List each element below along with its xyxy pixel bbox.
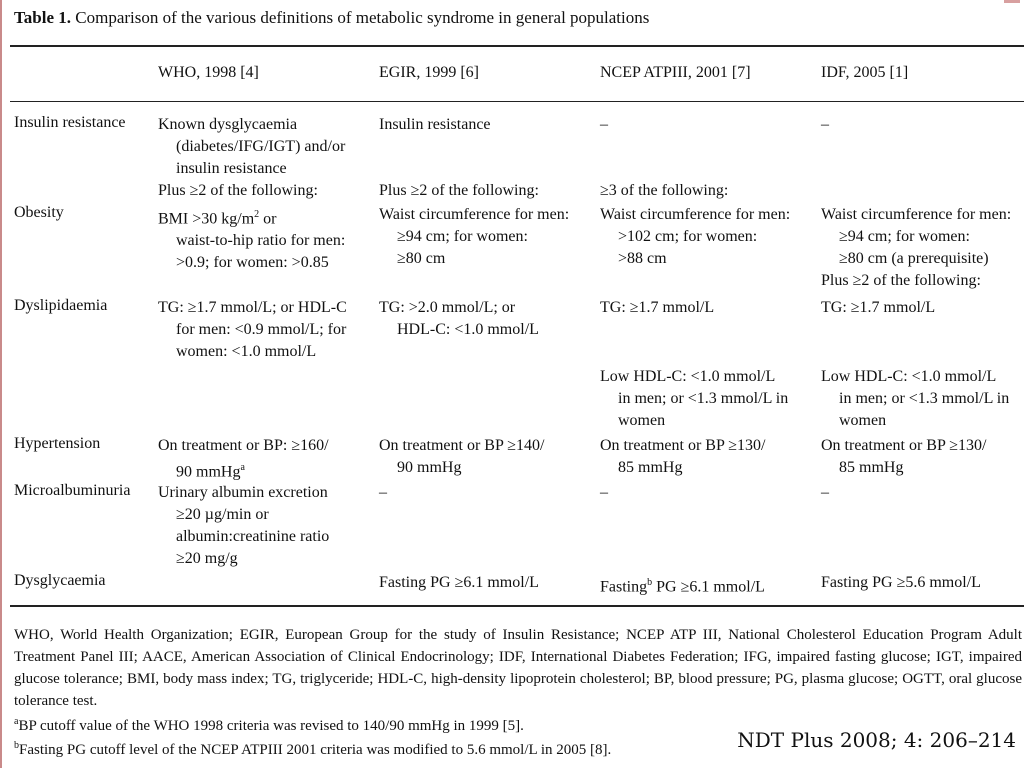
cell-idf-microalbuminuria: – [821,484,829,501]
table-caption [14,8,649,28]
row-label-dysglycaemia: Dysglycaemia [14,572,106,589]
table-caption-label: Table 1. [14,8,72,27]
cell-ncep-low-hdl: Low HDL-C: <1.0 mmol/L in men; or <1.3 mmol/L in women [600,368,789,429]
cell-ncep-dysglycaemia: Fasting$^b$ PG ≥6.1 mmol/L [600,577,765,596]
cell-who-hypertension: On treatment or BP: ≥160/ 90 mmHg$^a$ [158,437,329,481]
col-header-who: WHO, 1998 [4] [158,64,259,81]
cell-idf-hypertension: On treatment or BP ≥130/ 85 mmHg [821,437,987,476]
row-label-insulin: Insulin resistance [14,114,126,131]
cell-egir-microalbuminuria: – [379,484,387,501]
table-top-rule [10,45,1024,47]
cell-ncep-insulin: – ≥3 of the following: [600,116,729,199]
footnote-abbreviations: WHO, World Health Organization; EGIR, European Group for the study of Insulin Resistance; NCEP ATP III, National Cholesterol Education Program Adult Treatment Panel III; AACE, American Association of Clinical Endocrinology; IDF, International Diabetes Federation; IFG, impaired fasting glucose; IGT, impaired glucose tolerance; BMI, body mass index; TG, triglyceride; HDL-C, high-density lipoprotein cholesterol; BP, blood pressure; PG, plasma glucose; OGTT, oral glucose tolerance test. [14,627,1022,709]
cell-ncep-dyslipidaemia: TG: ≥1.7 mmol/L [600,299,715,316]
cell-idf-dysglycaemia: Fasting PG ≥5.6 mmol/L [821,574,981,591]
col-header-egir: EGIR, 1999 [6] [379,64,479,81]
cell-ncep-obesity: Waist circumference for men: >102 cm; for women: >88 cm [600,206,791,267]
cell-idf-obesity: Waist circumference for men: ≥94 cm; for women: ≥80 cm (a prerequisite) Plus ≥2 of the following: [821,206,1012,289]
page-left-border [0,0,2,768]
source-citation: NDT Plus 2008; 4: 206–214 [737,728,1016,752]
cell-egir-insulin: Insulin resistance Plus ≥2 of the following: [379,116,539,199]
cell-egir-hypertension: On treatment or BP ≥140/ 90 mmHg [379,437,545,476]
footnote-a: $^a$BP cutoff value of the WHO 1998 criteria was revised to 140/90 mmHg in 1999 [5]. [14,716,524,734]
cell-ncep-microalbuminuria: – [600,484,608,501]
cell-who-insulin: Known dysglycaemia (diabetes/IFG/IGT) and/or insulin resistance Plus ≥2 of the following: [158,116,346,199]
cell-egir-dysglycaemia: Fasting PG ≥6.1 mmol/L [379,574,539,591]
cell-idf-low-hdl: Low HDL-C: <1.0 mmol/L in men; or <1.3 mmol/L in women [821,368,1010,429]
cell-who-obesity: BMI >30 $kg/m^2$ or waist-to-hip ratio for men: >0.9; for women: >0.85 [158,209,346,272]
footnote-b: $^b$Fasting PG cutoff level of the NCEP ATPIII 2001 criteria was modified to 5.6 mmol/L in 2005 [8]. [14,740,612,758]
table-bottom-rule [10,605,1024,607]
cell-egir-dyslipidaemia: TG: >2.0 mmol/L; or HDL-C: <1.0 mmol/L [379,299,539,338]
cell-ncep-hypertension: On treatment or BP ≥130/ 85 mmHg [600,437,766,476]
cell-egir-obesity: Waist circumference for men: ≥94 cm; for women: ≥80 cm [379,206,570,267]
row-label-microalbuminuria: Microalbuminuria [14,482,131,499]
row-label-hypertension: Hypertension [14,435,101,452]
cell-idf-dyslipidaemia: TG: ≥1.7 mmol/L [821,299,936,316]
row-label-dyslipidaemia: Dyslipidaemia [14,297,108,314]
corner-mark [1004,0,1020,3]
cell-who-dyslipidaemia: TG: ≥1.7 mmol/L; or HDL-C for men: <0.9 mmol/L; for women: <1.0 mmol/L [158,299,347,360]
col-header-idf: IDF, 2005 [1] [821,64,909,81]
cell-idf-insulin: – [821,116,829,133]
table-caption-text: Comparison of the various definitions of metabolic syndrome in general populations [75,8,650,27]
cell-who-microalbuminuria: Urinary albumin excretion ≥20 µg/min or albumin:creatinine ratio ≥20 mg/g [158,484,330,567]
row-label-obesity: Obesity [14,204,64,221]
table-header-rule [10,101,1024,102]
col-header-ncep: NCEP ATPIII, 2001 [7] [600,64,751,81]
